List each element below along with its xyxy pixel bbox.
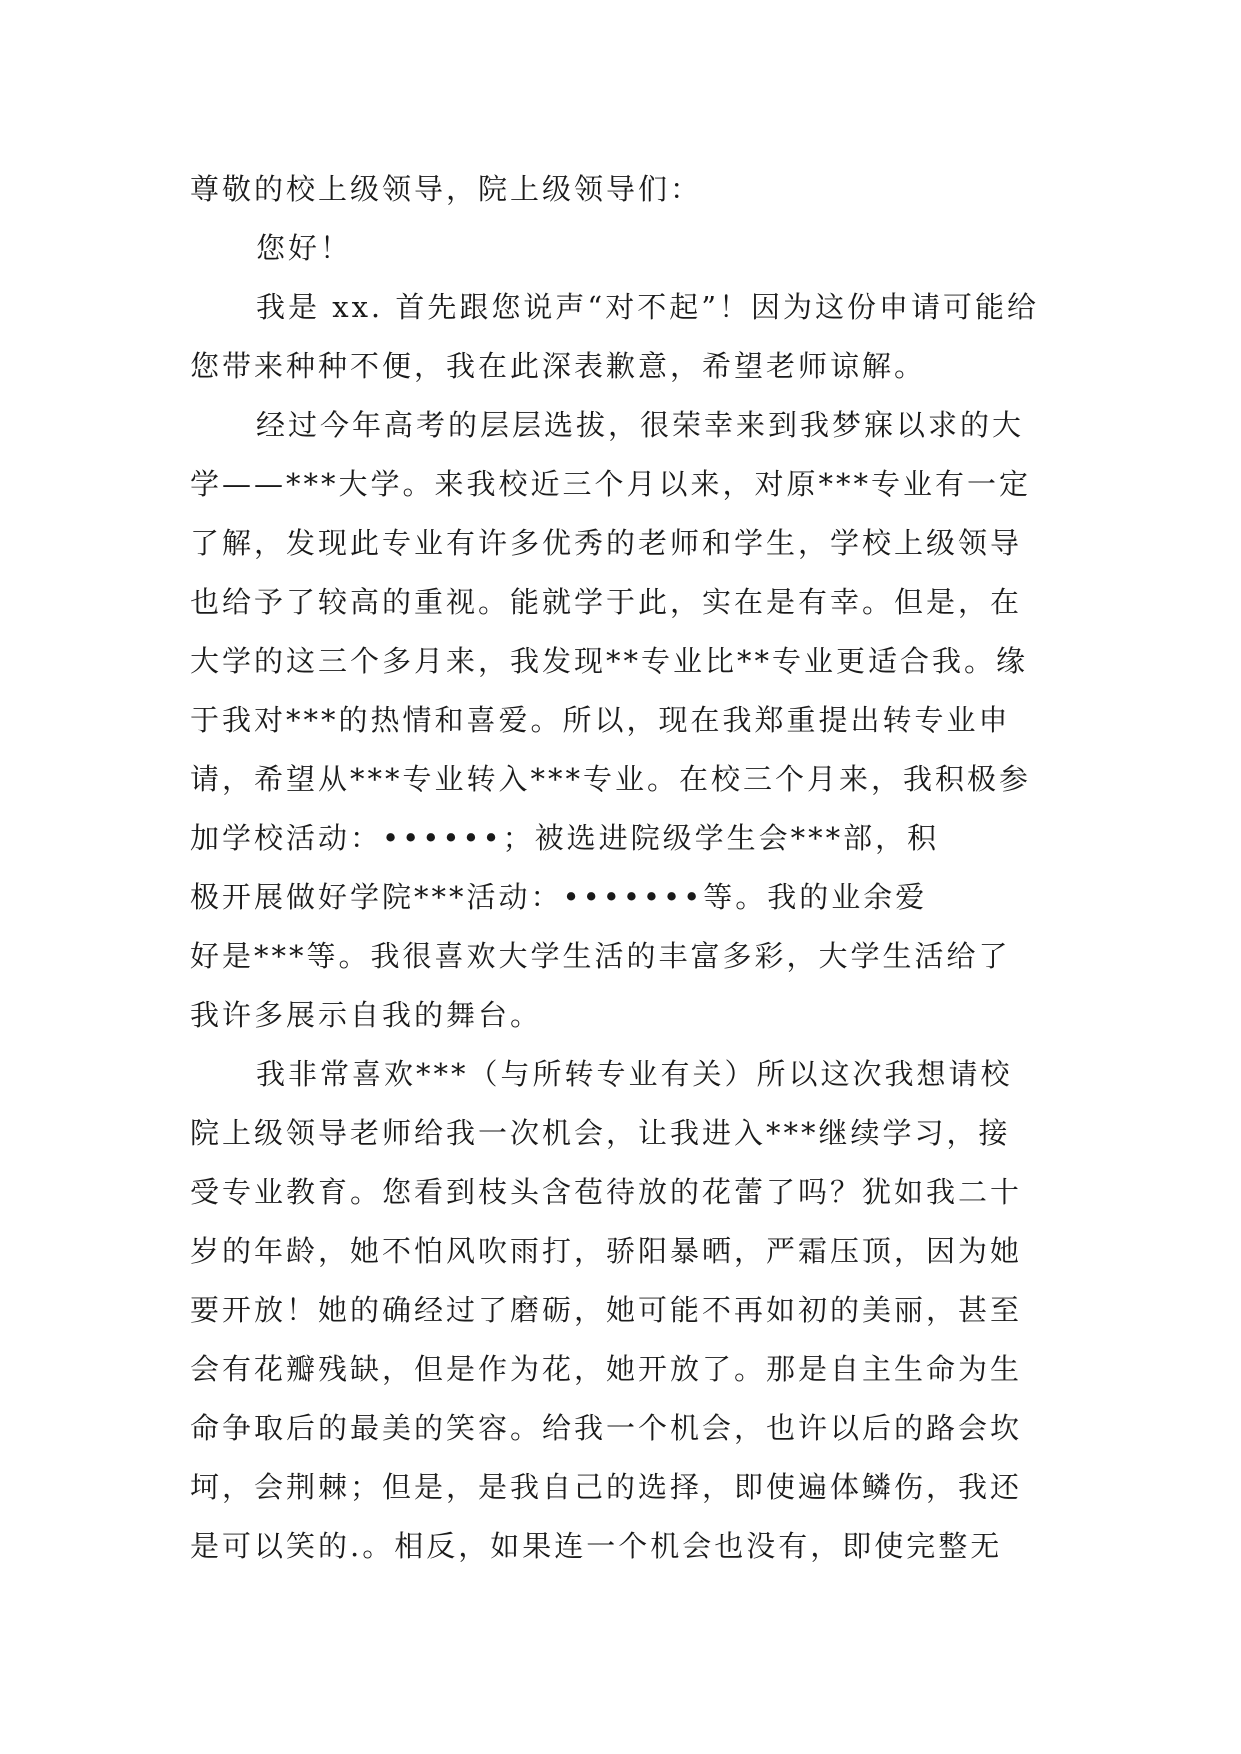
salutation-line: 尊敬的校上级领导，院上级领导们： [190,172,703,206]
greeting-line: 您好！ [256,231,353,265]
paragraph-2-line-9: 极开展做好学院***活动：•••••••等。我的业余爱 [190,880,928,914]
paragraph-3-line-6: 会有花瓣残缺，但是作为花，她开放了。那是自主生命为生 [190,1352,1023,1386]
paragraph-1-line-1: 我是 xx. 首先跟您说声“对不起”！因为这份申请可能给 [256,290,1040,324]
paragraph-2-line-4: 也给予了较高的重视。能就学于此，实在是有幸。但是，在 [190,585,1023,619]
paragraph-3-line-9: 是可以笑的.。相反，如果连一个机会也没有，即使完整无 [190,1529,1003,1563]
paragraph-3-line-7: 命争取后的最美的笑容。给我一个机会，也许以后的路会坎 [190,1411,1023,1445]
letter-body [190,160,1050,1576]
paragraph-2-line-6: 于我对***的热情和喜爱。所以，现在我郑重提出转专业申 [190,703,1011,737]
paragraph-3-line-8: 坷，会荆棘；但是，是我自己的选择，即使遍体鳞伤，我还 [190,1470,1023,1504]
paragraph-1-line-2: 您带来种种不便，我在此深表歉意，希望老师谅解。 [190,349,927,383]
paragraph-3-line-2: 院上级领导老师给我一次机会，让我进入***继续学习，接 [190,1116,1011,1150]
paragraph-2-line-7: 请，希望从***专业转入***专业。在校三个月来，我积极参 [190,762,1032,796]
paragraph-2-line-2: 学——***大学。来我校近三个月以来，对原***专业有一定 [190,467,1032,501]
paragraph-3-line-5: 要开放！她的确经过了磨砺，她可能不再如初的美丽，甚至 [190,1293,1023,1327]
paragraph-2-line-11: 我许多展示自我的舞台。 [190,998,543,1032]
paragraph-3-line-3: 受专业教育。您看到枝头含苞待放的花蕾了吗？犹如我二十 [190,1175,1023,1209]
paragraph-2-line-3: 了解，发现此专业有许多优秀的老师和学生，学校上级领导 [190,526,1023,560]
paragraph-2-line-10: 好是***等。我很喜欢大学生活的丰富多彩，大学生活给了 [190,939,1011,973]
paragraph-3-line-4: 岁的年龄，她不怕风吹雨打，骄阳暴晒，严霜压顶，因为她 [190,1234,1023,1268]
paragraph-2-line-5: 大学的这三个多月来，我发现**专业比**专业更适合我。缘 [190,644,1029,678]
paragraph-2-line-1: 经过今年高考的层层选拔，很荣幸来到我梦寐以求的大 [256,408,1025,442]
paragraph-2-line-8: 加学校活动：••••••；被选进院级学生会***部，积 [190,821,940,855]
paragraph-3-line-1: 我非常喜欢***（与所转专业有关）所以这次我想请校 [256,1057,1013,1091]
